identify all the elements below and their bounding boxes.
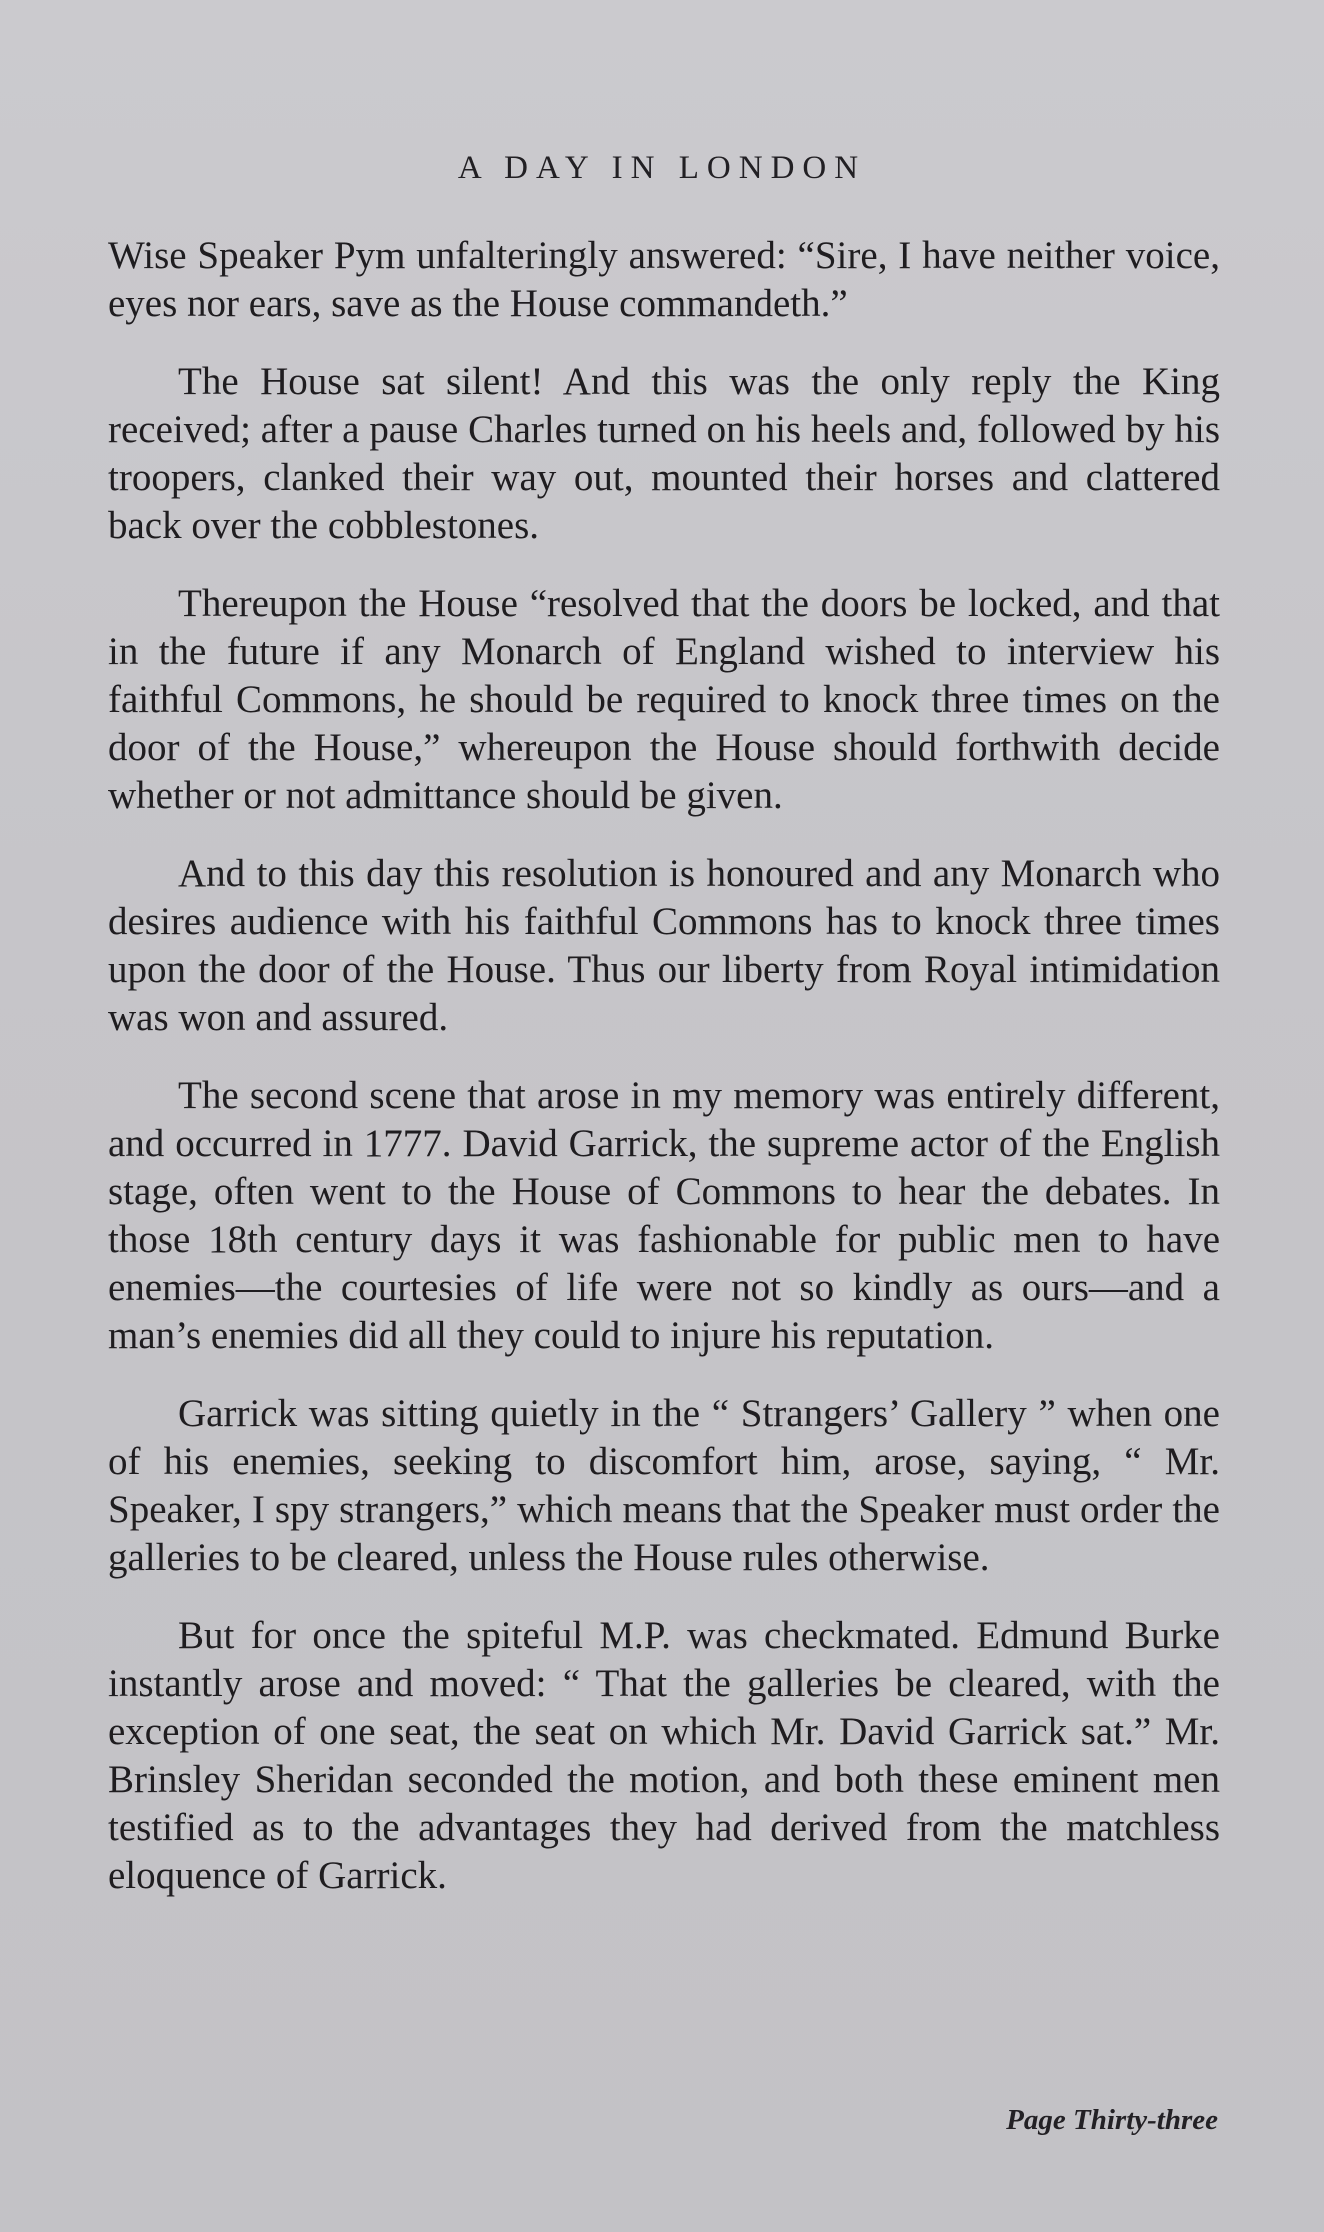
running-title: A DAY IN LONDON (457, 150, 867, 186)
paragraph-1: Wise Speaker Pym unfalteringly answered: “Sire, I have neither voice, eyes nor ears, save as the House commandeth.” (108, 234, 1220, 325)
paragraph-6: Garrick was sitting quietly in the “ Strangers’ Gallery ” when one of his enemies, seeking to discomfort him, arose, saying, “ Mr. Speaker, I spy strangers,” which means that the Speaker must order the galleries to be cleared, unless the House rules otherwise. (108, 1392, 1220, 1579)
paragraph-5: The second scene that arose in my memory was entirely different, and occurred in 1777. David Garrick, the supreme actor of the English stage, often went to the House of Commons to hear the debates. In those 18th century days it was fashionable for public men to have enemies—the courtesies of life were not so kindly as ours—and a man’s enemies did all they could to injure his reputation. (108, 1074, 1220, 1357)
paragraph-3: Thereupon the House “resolved that the doors be locked, and that in the future if any Monarch of England wished to interview his faithful Commons, he should be required to knock three times on the door of the House,” whereupon the House should forthwith decide whether or not admittance should be given. (108, 582, 1220, 817)
paragraph-7: But for once the spiteful M.P. was checkmated. Edmund Burke instantly arose and moved: “ That the galleries be cleared, with the exception of one seat, the seat on which Mr. David Garrick sat.” Mr. Brinsley Sheridan seconded the motion, and both these eminent men testified as to the advantages they had derived from the matchless eloquence of Garrick. (108, 1614, 1220, 1897)
page-number: Page Thirty-three (1006, 2104, 1218, 2136)
paragraph-2: The House sat silent! And this was the only reply the King received; after a pause Charles turned on his heels and, followed by his troopers, clanked their way out, mounted their horses and clattered back over the cobblestones. (108, 360, 1220, 547)
paragraph-4: And to this day this resolution is honoured and any Monarch who desires audience with his faithful Commons has to knock three times upon the door of the House. Thus our liberty from Royal intimidation was won and assured. (108, 852, 1220, 1039)
body-text (108, 232, 1220, 1930)
